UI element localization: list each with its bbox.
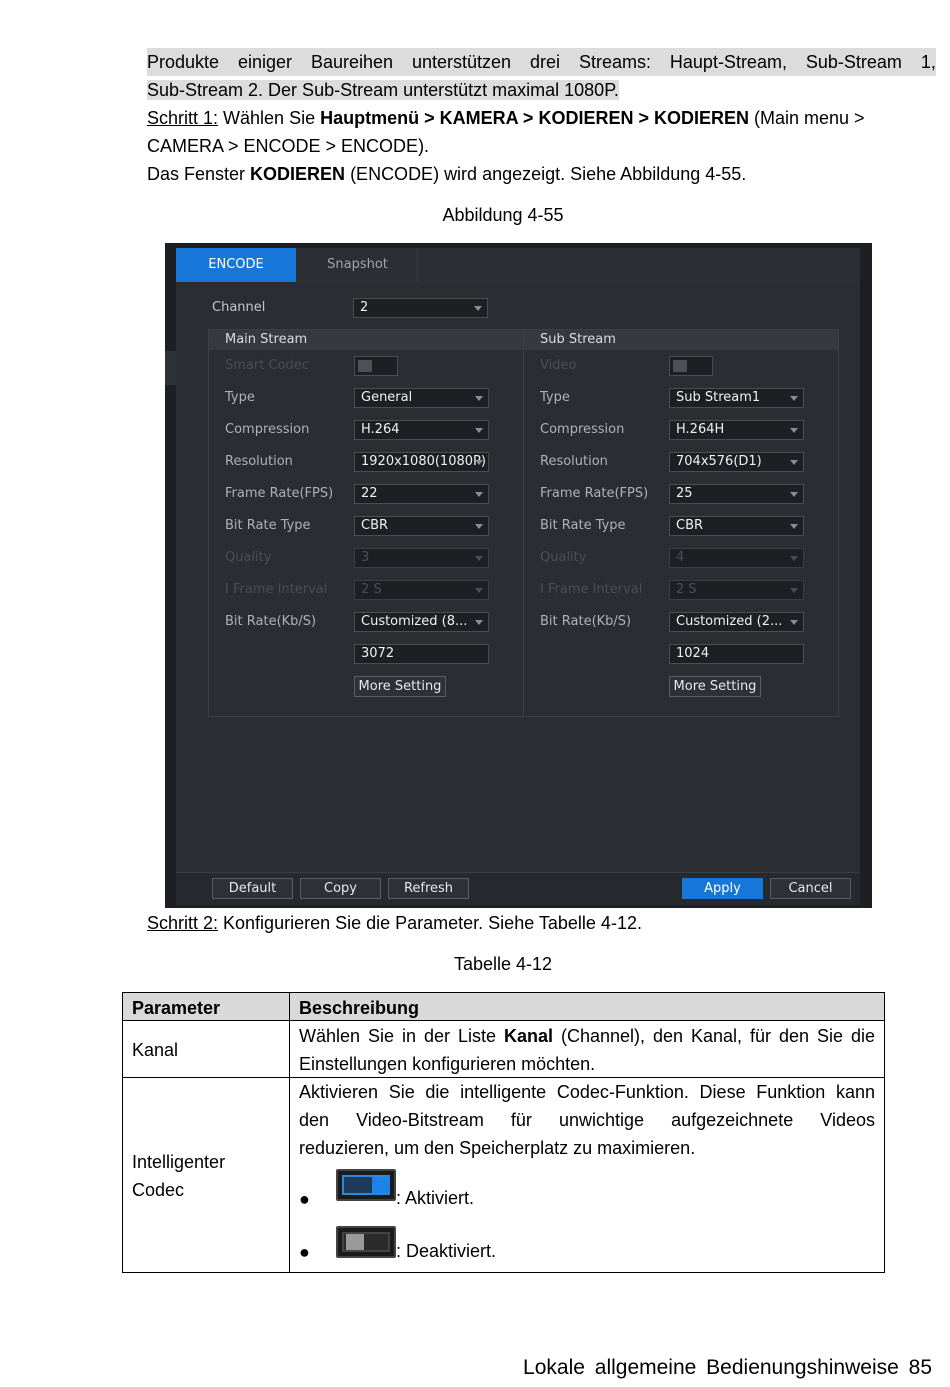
smart-codec-toggle[interactable] — [354, 356, 398, 376]
button-bar — [176, 872, 860, 905]
row-codec-desc-line-2: den Video-Bitstream für unwichtige aufgezeichnete Videos — [299, 1110, 875, 1130]
main-resolution-label: Resolution — [225, 454, 293, 469]
copy-button[interactable]: Copy — [300, 878, 381, 899]
row-kanal-param: Kanal — [132, 1040, 179, 1060]
video-toggle[interactable] — [669, 356, 713, 376]
bullet-on: ● — [299, 1189, 310, 1209]
main-bitrate-type-select[interactable]: CBR — [354, 516, 489, 536]
default-button[interactable]: Default — [212, 878, 293, 899]
tab-snapshot[interactable]: Snapshot — [298, 248, 418, 282]
sub-bitrate-type-select[interactable]: CBR — [669, 516, 804, 536]
main-iframe-select[interactable]: 2 S — [354, 580, 489, 600]
refresh-button[interactable]: Refresh — [388, 878, 469, 899]
row-codec-param-line-1: Intelligenter — [132, 1152, 226, 1172]
smart-codec-label: Smart Codec — [225, 358, 309, 373]
main-quality-select[interactable]: 3 — [354, 548, 489, 568]
chevron-down-icon — [790, 556, 798, 561]
header-parameter: Parameter — [132, 998, 221, 1018]
sub-type-label: Type — [540, 390, 570, 405]
header-description: Beschreibung — [299, 998, 420, 1018]
step-1-label: Schritt 1: — [147, 108, 219, 128]
step-1-line: Schritt 1: Wählen Sie Hauptmenü > KAMERA > KODIEREN > KODIEREN (Main menu > — [147, 108, 865, 128]
row-codec-param-line-2: Codec — [132, 1180, 185, 1200]
sub-more-setting-button[interactable]: More Setting — [669, 676, 761, 697]
sub-framerate-label: Frame Rate(FPS) — [540, 486, 649, 501]
sub-bitrate-select[interactable]: Customized (2... — [669, 612, 804, 632]
chevron-down-icon — [790, 492, 798, 497]
row-codec-desc-line-3: reduzieren, um den Speicherplatz zu maximieren. — [299, 1138, 696, 1158]
table-header-row — [123, 993, 884, 1021]
chevron-down-icon — [790, 524, 798, 529]
table-caption: Tabelle 4-12 — [453, 954, 553, 974]
sub-bitrate-label: Bit Rate(Kb/S) — [540, 614, 632, 629]
page-footer: Lokale allgemeine Bedienungshinweise 85 — [523, 1356, 932, 1379]
step-2-label: Schritt 2: — [147, 913, 219, 933]
chevron-down-icon — [475, 524, 483, 529]
main-type-label: Type — [225, 390, 255, 405]
sub-framerate-select[interactable]: 25 — [669, 484, 804, 504]
bullet-off: ● — [299, 1242, 310, 1262]
step-1-line-2: CAMERA > ENCODE > ENCODE). — [147, 136, 430, 156]
main-compression-select[interactable]: H.264 — [354, 420, 489, 440]
chevron-down-icon — [790, 428, 798, 433]
intro-line-1: Produkte einiger Baureihen unterstützen drei Streams: Haupt-Stream, Sub-Stream 1, — [147, 48, 936, 76]
window-info-line: Das Fenster KODIEREN (ENCODE) wird angezeigt. Siehe Abbildung 4-55. — [147, 164, 747, 184]
sub-resolution-label: Resolution — [540, 454, 608, 469]
main-bitrate-select[interactable]: Customized (8... — [354, 612, 489, 632]
main-more-setting-button[interactable]: More Setting — [354, 676, 446, 697]
chevron-down-icon — [475, 492, 483, 497]
sub-compression-label: Compression — [540, 422, 625, 437]
channel-label: Channel — [212, 300, 266, 315]
sub-iframe-label: I Frame Interval — [540, 582, 643, 597]
apply-button[interactable]: Apply — [682, 878, 763, 899]
main-iframe-label: I Frame Interval — [225, 582, 328, 597]
cancel-button[interactable]: Cancel — [770, 878, 851, 899]
sub-bitrate-input[interactable]: 1024 — [669, 644, 804, 664]
parameter-table — [122, 992, 885, 1273]
sub-stream-title: Sub Stream — [540, 332, 616, 347]
sub-quality-select[interactable]: 4 — [669, 548, 804, 568]
sub-stream-panel — [523, 329, 839, 717]
row-kanal-desc-line-1: Wählen Sie in der Liste Kanal (Channel), den Kanal, für den Sie die — [299, 1026, 875, 1046]
tab-encode[interactable]: ENCODE — [176, 248, 296, 282]
toggle-on-icon — [336, 1169, 396, 1201]
tab-bar — [176, 248, 860, 284]
chevron-down-icon — [790, 396, 798, 401]
main-bitrate-type-label: Bit Rate Type — [225, 518, 311, 533]
chevron-down-icon — [475, 556, 483, 561]
chevron-down-icon — [474, 306, 482, 311]
row-kanal-desc-line-2: Einstellungen konfigurieren möchten. — [299, 1054, 596, 1074]
sub-type-select[interactable]: Sub Stream1 — [669, 388, 804, 408]
chevron-down-icon — [790, 588, 798, 593]
main-compression-label: Compression — [225, 422, 310, 437]
step-2-line: Schritt 2: Konfigurieren Sie die Parameter. Siehe Tabelle 4-12. — [147, 913, 642, 933]
toggle-off-text: : Deaktiviert. — [396, 1241, 497, 1261]
chevron-down-icon — [475, 396, 483, 401]
main-resolution-select[interactable]: 1920x1080(1080P) — [354, 452, 489, 472]
sub-compression-select[interactable]: H.264H — [669, 420, 804, 440]
toggle-off-icon — [336, 1226, 396, 1258]
main-stream-panel — [208, 329, 524, 717]
encode-body — [176, 284, 860, 872]
main-bitrate-label: Bit Rate(Kb/S) — [225, 614, 317, 629]
chevron-down-icon — [475, 428, 483, 433]
toggle-on-text: : Aktiviert. — [396, 1188, 475, 1208]
chevron-down-icon — [475, 620, 483, 625]
sub-iframe-select[interactable]: 2 S — [669, 580, 804, 600]
chevron-down-icon — [790, 460, 798, 465]
chevron-down-icon — [475, 460, 483, 465]
main-framerate-label: Frame Rate(FPS) — [225, 486, 334, 501]
main-framerate-select[interactable]: 22 — [354, 484, 489, 504]
chevron-down-icon — [790, 620, 798, 625]
video-label: Video — [540, 358, 577, 373]
chevron-down-icon — [475, 588, 483, 593]
sub-quality-label: Quality — [540, 550, 587, 565]
main-bitrate-input[interactable]: 3072 — [354, 644, 489, 664]
side-strip — [165, 351, 176, 385]
sub-bitrate-type-label: Bit Rate Type — [540, 518, 626, 533]
row-codec-desc-line-1: Aktivieren Sie die intelligente Codec-Funktion. Diese Funktion kann — [299, 1082, 875, 1102]
intro-line-2: Sub-Stream 2. Der Sub-Stream unterstützt maximal 1080P. — [147, 80, 619, 100]
main-type-select[interactable]: General — [354, 388, 489, 408]
channel-select[interactable]: 2 — [353, 298, 488, 318]
sub-resolution-select[interactable]: 704x576(D1) — [669, 452, 804, 472]
main-stream-title: Main Stream — [225, 332, 308, 347]
figure-caption: Abbildung 4-55 — [442, 205, 564, 225]
main-quality-label: Quality — [225, 550, 272, 565]
encode-screenshot — [165, 243, 872, 908]
